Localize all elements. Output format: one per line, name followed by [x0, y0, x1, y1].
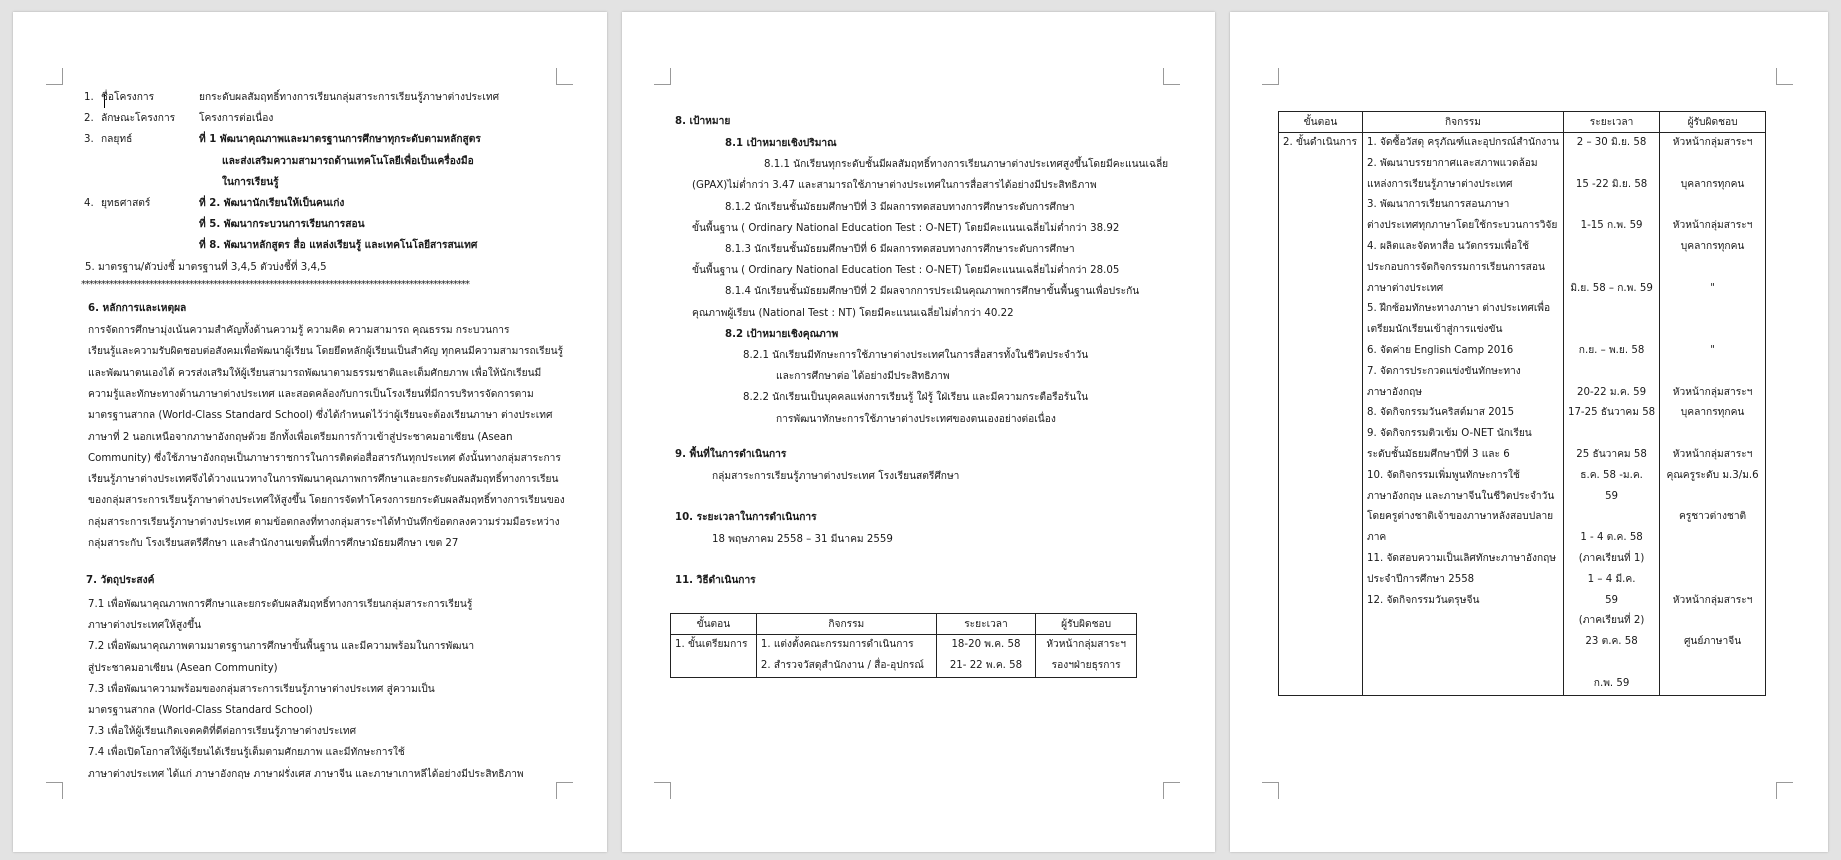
- document-page-3: [1230, 12, 1828, 852]
- paragraph-line: 8.1.3 นักเรียนชั้นมัธยมศึกษาปีที่ 6 มีผลการทดสอบทางการศึกษาระดับการศึกษา: [725, 244, 1075, 255]
- paragraph-line: เรียนรู้ภาษาต่างประเทศจึงได้วางแนวทางในการพัฒนาคุณภาพการศึกษาและยกระดับผลสัมฤทธิ์ทางการเรียน: [88, 474, 559, 486]
- cell-line: ภาษาอังกฤษ และภาษาจีนในชีวิตประจำวัน: [1367, 490, 1555, 502]
- cell-line: 1. จัดซื้อวัสดุ ครุภัณฑ์และอุปกรณ์สำนักงาน: [1367, 137, 1559, 148]
- cell-line: โดยครูต่างชาติเจ้าของภาษาหลังสอบปลาย: [1367, 511, 1554, 523]
- list-item-value: ยกระดับผลสัมฤทธิ์ทางการเรียนกลุ่มสาระการเรียนรู้ภาษาต่างประเทศ: [199, 92, 500, 103]
- paragraph-line: (GPAX)ไม่ต่ำกว่า 3.47 และสามารถใช้ภาษาต่างประเทศในการสื่อสารได้อย่างมีประสิทธิภาพ: [692, 180, 1097, 192]
- table-header-row: [671, 614, 1137, 635]
- cell-line: [1664, 653, 1761, 674]
- responsible-cell: [1660, 133, 1766, 696]
- paragraph-line: เรียนรู้และความรับผิดชอบต่อสังคมเพื่อพัฒนาผู้เรียน โดยยึดหลักผู้เรียนเป็นสำคัญ ทุกคนมีความสามารถเรียนรู้: [88, 346, 564, 358]
- cell-line: [1664, 487, 1761, 508]
- crop-mark: [1163, 68, 1180, 85]
- cell-line: 25 ธันวาคม 58: [1576, 448, 1647, 460]
- cell-line: [1664, 320, 1761, 341]
- header-step: ขั้นตอน: [671, 614, 757, 635]
- crop-mark: [556, 782, 573, 799]
- paragraph-line: ภาษาที่ 2 นอกเหนือจากภาษาอังกฤษด้วย อีกทั้งเพื่อเตรียมการก้าวเข้าสู่ประชาคมอาเซียน (Asean: [88, 431, 513, 443]
- responsible-cell: [1036, 635, 1137, 678]
- cell-line: [1664, 528, 1761, 549]
- cell-line: หัวหน้ากลุ่มสาระฯ: [1672, 220, 1753, 232]
- document-page-2: [622, 12, 1215, 852]
- list-item-label: กลยุทธ์: [101, 134, 133, 146]
- list-item-label: ลักษณะโครงการ: [101, 113, 176, 125]
- cell-line: [1568, 258, 1655, 279]
- list-item-number: 4.: [84, 198, 94, 209]
- cell-line: หัวหน้ากลุ่มสาระฯ: [1672, 594, 1753, 606]
- cell-line: [1664, 258, 1761, 279]
- cell-line: บุคลากรทุกคน: [1680, 178, 1745, 190]
- cell-line: [1664, 570, 1761, 591]
- cell-line: 2. พัฒนาบรรยากาศและสภาพแวดล้อม: [1367, 157, 1538, 169]
- cell-line: [1664, 424, 1761, 445]
- step-cell: 2. ขั้นดำเนินการ: [1279, 133, 1363, 696]
- crop-mark: [1262, 68, 1279, 85]
- cell-line: 15 -22 มิ.ย. 58: [1575, 178, 1648, 190]
- section-8-heading: 8. เป้าหมาย: [675, 116, 731, 127]
- cell-line: 59: [1605, 490, 1619, 502]
- section-10-heading: 10. ระยะเวลาในการดำเนินการ: [675, 512, 817, 523]
- cell-line: แหล่งการเรียนรู้ภาษาต่างประเทศ: [1367, 178, 1513, 190]
- paragraph-line: ภาษาต่างประเทศให้สูงขึ้น: [88, 620, 202, 632]
- cell-line: [1568, 237, 1655, 258]
- crop-mark: [654, 68, 671, 85]
- cell-line: [1664, 549, 1761, 570]
- paragraph-line: และพัฒนาตนเองได้ ควรส่งเสริมให้ผู้เรียนสามารถพัฒนาตามธรรมชาติและเต็มศักยภาพ เพื่อให้นักเรียนมี: [88, 367, 542, 379]
- cell-line: [1367, 674, 1559, 695]
- section-9-heading: 9. พื้นที่ในการดำเนินการ: [675, 449, 787, 460]
- separator-stars: *************************************************************************************************: [81, 279, 469, 290]
- cell-line: 1-15 ก.พ. 59: [1580, 220, 1643, 232]
- cell-line: [1568, 653, 1655, 674]
- cell-line: (ภาคเรียนที่ 2): [1578, 615, 1645, 627]
- activity-cell: [756, 635, 936, 678]
- cell-line: ธ.ค. 58 -ม.ค.: [1580, 469, 1643, 481]
- crop-mark: [1163, 782, 1180, 799]
- step-cell: 1. ขั้นเตรียมการ: [671, 635, 757, 678]
- procedure-table-prep: [670, 613, 1137, 678]
- cell-line: 12. จัดกิจกรรมวันตรุษจีน: [1367, 594, 1480, 606]
- paragraph-line: 7.4 เพื่อเปิดโอกาสให้ผู้เรียนได้เรียนรู้เต็มตามศักยภาพ และมีทักษะการใช้: [88, 747, 405, 759]
- cell-line: หัวหน้ากลุ่มสาระฯ: [1672, 137, 1753, 148]
- cell-line: [1568, 424, 1655, 445]
- paragraph-line: ขั้นพื้นฐาน ( Ordinary National Education Test : O-NET) โดยมีคะแนนเฉลี่ยไม่ต่ำกว่า 38.92: [692, 222, 1120, 234]
- cell-line: 11. จัดสอบความเป็นเลิศทักษะภาษาอังกฤษ: [1367, 552, 1556, 564]
- cell-line: ภาษาอังกฤษ: [1367, 386, 1423, 398]
- crop-mark: [1776, 782, 1793, 799]
- cell-line: 10. จัดกิจกรรมเพิ่มพูนทักษะการใช้: [1367, 469, 1520, 481]
- cell-line: รองฯฝ่ายธุรการ: [1051, 659, 1121, 671]
- section-9-text: กลุ่มสาระการเรียนรู้ภาษาต่างประเทศ โรงเรียนสตรีศึกษา: [712, 471, 960, 482]
- cell-line: [1367, 653, 1559, 674]
- paragraph-line: มาตรฐานสากล (World-Class Standard School) ซึ่งได้กำหนดไว้ว่าผู้เรียนจะต้องเรียนภาษา ต่างประเทศ: [88, 410, 553, 422]
- cell-line: 20-22 ม.ค. 59: [1577, 386, 1647, 398]
- cell-line: [1568, 362, 1655, 383]
- paragraph-line: 7.3 เพื่อพัฒนาความพร้อมของกลุ่มสาระการเรียนรู้ภาษาต่างประเทศ สู่ความเป็น: [88, 683, 435, 695]
- procedure-table-execution: [1278, 111, 1766, 696]
- cell-line: [1664, 611, 1761, 632]
- list-item-value: และส่งเสริมความสามารถด้านเทคโนโลยีเพื่อเป็นเครื่องมือ: [222, 155, 474, 167]
- paragraph-line: 8.2.2 นักเรียนเป็นบุคคลแห่งการเรียนรู้ ใฝ่รู้ ใฝ่เรียน และมีความกระตือรือร้นใน: [743, 392, 1089, 404]
- cell-line: [1568, 320, 1655, 341]
- paragraph-line: การพัฒนาทักษะการใช้ภาษาต่างประเทศของตนเองอย่างต่อเนื่อง: [776, 413, 1056, 425]
- document-page-1: [13, 12, 607, 852]
- paragraph-line: 7.2 เพื่อพัฒนาคุณภาพตามมาตรฐานการศึกษาขั้นพื้นฐาน และมีความพร้อมในการพัฒนา: [88, 641, 475, 653]
- list-item-value: ในการเรียนรู้: [222, 176, 279, 188]
- crop-mark: [1776, 68, 1793, 85]
- list-item-value: ที่ 2. พัฒนานักเรียนให้เป็นคนเก่ง: [199, 198, 345, 209]
- cell-line: [1664, 154, 1761, 175]
- paragraph-line: คุณภาพผู้เรียน (National Test : NT) โดยมีคะแนนเฉลี่ยไม่ต่ำกว่า 40.22: [692, 307, 1014, 319]
- section-7-heading: 7. วัตถุประสงค์: [86, 575, 155, 586]
- paragraph-line: 8.2 เป้าหมายเชิงคุณภาพ: [725, 328, 839, 340]
- paragraph-line: 8.1.4 นักเรียนชั้นมัธยมศึกษาปีที่ 2 มีผลจากการประเมินคุณภาพการศึกษาขั้นพื้นฐานเพื่อประกัน: [725, 286, 1140, 298]
- cell-line: 2 – 30 มิ.ย. 58: [1576, 137, 1647, 148]
- list-item-number: 1.: [84, 92, 94, 103]
- cell-line: 2. สำรวจวัสดุสำนักงาน / สื่อ-อุปกรณ์: [760, 659, 924, 671]
- cell-line: [1568, 195, 1655, 216]
- period-cell: [936, 635, 1036, 678]
- paragraph-line: 8.1.2 นักเรียนชั้นมัธยมศึกษาปีที่ 3 มีผลการทดสอบทางการศึกษาระดับการศึกษา: [725, 201, 1075, 213]
- paragraph-line: มาตรฐานสากล (World-Class Standard School): [88, 705, 313, 716]
- cell-line: ": [1710, 282, 1715, 294]
- header-activity: กิจกรรม: [756, 614, 936, 635]
- cell-line: 4. ผลิตและจัดหาสื่อ นวัตกรรมเพื่อใช้: [1367, 240, 1529, 252]
- cell-line: 1 - 4 ต.ค. 58: [1580, 532, 1643, 544]
- header-activity: กิจกรรม: [1363, 112, 1564, 133]
- paragraph-line: กลุ่มสาระกับ โรงเรียนสตรีศึกษา และสำนักงานเขตพื้นที่การศึกษามัธยมศึกษา เขต 27: [88, 538, 459, 549]
- cell-line: ต่างประเทศทุกภาษาโดยใช้กระบวนการวิจัย: [1367, 220, 1558, 232]
- list-item-value: ที่ 8. พัฒนาหลักสูตร สื่อ แหล่งเรียนรู้ และเทคโนโลยีสารสนเทศ: [199, 240, 478, 252]
- section-6-heading: 6. หลักการและเหตุผล: [88, 303, 187, 314]
- list-item-value: ที่ 5. พัฒนากระบวนการเรียนการสอน: [199, 219, 365, 231]
- cell-line: 3. พัฒนาการเรียนการสอนภาษา: [1367, 199, 1510, 211]
- cell-line: ครูชาวต่างชาติ: [1678, 511, 1747, 523]
- list-item-label: ชื่อโครงการ: [101, 92, 155, 103]
- paragraph-line: ของกลุ่มสาระการเรียนรู้ภาษาต่างประเทศให้สูงขึ้น โดยการจัดทำโครงการยกระดับผลสัมฤทธิ์ทางการเรียนของ: [88, 495, 565, 507]
- paragraph-line: ภาษาต่างประเทศ ได้แก่ ภาษาอังกฤษ ภาษาฝรั่งเศส ภาษาจีน และภาษาเกาหลีได้อย่างมีประสิทธิภาพ: [88, 768, 524, 780]
- paragraph-line: ความรู้และทักษะทางด้านภาษาต่างประเทศ และสอดคล้องกับการเป็นโรงเรียนที่มีการบริหารจัดการตาม: [88, 388, 534, 400]
- cell-line: ประจำปีการศึกษา 2558: [1367, 573, 1475, 585]
- list-item-value: ที่ 1 พัฒนาคุณภาพและมาตรฐานการศึกษาทุกระดับตามหลักสูตร: [199, 134, 481, 146]
- list-item-number: 2.: [84, 113, 94, 125]
- cell-line: [1664, 299, 1761, 320]
- cell-line: 9. จัดกิจกรรมติวเข้ม O-NET นักเรียน: [1367, 428, 1532, 440]
- header-responsible: ผู้รับผิดชอบ: [1036, 614, 1137, 635]
- paragraph-line: ขั้นพื้นฐาน ( Ordinary National Education Test : O-NET) โดยมีคะแนนเฉลี่ยไม่ต่ำกว่า 28.05: [692, 265, 1120, 277]
- list-item-number: 3.: [84, 134, 94, 146]
- cell-line: มิ.ย. 58 – ก.พ. 59: [1570, 282, 1653, 294]
- cell-line: [1664, 362, 1761, 383]
- cell-line: 21- 22 พ.ค. 58: [949, 659, 1023, 671]
- cell-line: [1367, 632, 1559, 653]
- cell-line: 23 ต.ค. 58: [1585, 636, 1638, 648]
- cell-line: คุณครูระดับ ม.3/ม.6: [1666, 469, 1759, 481]
- cell-line: ภาค: [1367, 532, 1387, 544]
- cell-line: 17-25 ธันวาคม 58: [1567, 407, 1656, 419]
- cell-line: ศูนย์ภาษาจีน: [1683, 636, 1742, 648]
- cell-line: ระดับชั้นมัธยมศึกษาปีที่ 3 และ 6: [1367, 448, 1510, 460]
- table-row: [1279, 133, 1766, 696]
- activity-cell: [1363, 133, 1564, 696]
- paragraph-line: 7.1 เพื่อพัฒนาคุณภาพการศึกษาและยกระดับผลสัมฤทธิ์ทางการเรียนกลุ่มสาระการเรียนรู้: [88, 599, 473, 610]
- cell-line: [1664, 674, 1761, 695]
- cell-line: ": [1710, 344, 1715, 356]
- table-header-row: [1279, 112, 1766, 133]
- cell-line: 1. แต่งตั้งคณะกรรมการดำเนินการ: [760, 639, 914, 650]
- cell-line: ก.ย. – พ.ย. 58: [1578, 344, 1645, 356]
- paragraph-line: 7.3 เพื่อให้ผู้เรียนเกิดเจตคติที่ดีต่อการเรียนรู้ภาษาต่างประเทศ: [88, 726, 357, 738]
- crop-mark: [46, 68, 63, 85]
- cell-line: หัวหน้ากลุ่มสาระฯ: [1046, 639, 1126, 650]
- cell-line: 59: [1605, 594, 1619, 606]
- crop-mark: [1262, 782, 1279, 799]
- paragraph-line: กลุ่มสาระการเรียนรู้ภาษาต่างประเทศ ตามข้อตกลงที่ทางกลุ่มสาระฯได้ทำบันทึกข้อตกลงความร่วมมือระหว่าง: [88, 516, 560, 528]
- header-step: ขั้นตอน: [1279, 112, 1363, 133]
- cell-line: [1568, 299, 1655, 320]
- cell-line: [1664, 195, 1761, 216]
- list-item-value: โครงการต่อเนื่อง: [199, 113, 274, 125]
- paragraph-line: การจัดการศึกษามุ่งเน้นความสำคัญทั้งด้านความรู้ ความคิด ความสามารถ คุณธรรม กระบวนการ: [88, 325, 510, 336]
- cell-line: [1568, 154, 1655, 175]
- cell-line: (ภาคเรียนที่ 1): [1578, 552, 1645, 564]
- cell-line: เตรียมนักเรียนเข้าสู่การแข่งขัน: [1367, 324, 1503, 336]
- cell-line: 1 – 4 มี.ค.: [1587, 573, 1636, 585]
- paragraph-line: 8.1 เป้าหมายเชิงปริมาณ: [725, 138, 837, 149]
- header-responsible: ผู้รับผิดชอบ: [1660, 112, 1766, 133]
- cell-line: ก.พ. 59: [1593, 677, 1630, 689]
- paragraph-line: Community) ซึ่งใช้ภาษาอังกฤษเป็นภาษาราชการในการติดต่อสื่อสารกันทุกประเทศ ดังนั้นทางกลุ่มสาระการ: [88, 452, 561, 464]
- cell-line: หัวหน้ากลุ่มสาระฯ: [1672, 386, 1753, 398]
- cell-line: หัวหน้ากลุ่มสาระฯ: [1672, 448, 1753, 460]
- paragraph-line: 8.2.1 นักเรียนมีทักษะการใช้ภาษาต่างประเทศในการสื่อสารทั้งในชีวิตประจำวัน: [743, 350, 1089, 361]
- section-10-text: 18 พฤษภาคม 2558 – 31 มีนาคม 2559: [712, 534, 893, 545]
- cell-line: ประกอบการจัดกิจกรรมการเรียนการสอน: [1367, 261, 1545, 273]
- table-row: [671, 635, 1137, 678]
- list-item-label: ยุทธศาสตร์: [101, 198, 151, 209]
- crop-mark: [46, 782, 63, 799]
- paragraph-line: 8.1.1 นักเรียนทุกระดับชั้นมีผลสัมฤทธิ์ทางการเรียนภาษาต่างประเทศสูงขึ้นโดยมีคะแนนเฉลี่ย: [764, 159, 1169, 171]
- header-period: ระยะเวลา: [936, 614, 1036, 635]
- cell-line: บุคลากรทุกคน: [1680, 240, 1745, 252]
- cell-line: 8. จัดกิจกรรมวันคริสต์มาส 2015: [1367, 407, 1515, 419]
- cell-line: 6. จัดค่าย English Camp 2016: [1367, 344, 1514, 356]
- cell-line: [1568, 507, 1655, 528]
- paragraph-line: และการศึกษาต่อ ได้อย่างมีประสิทธิภาพ: [776, 371, 950, 383]
- cell-line: 5. ฝึกซ้อมทักษะทางภาษา ต่างประเทศเพื่อ: [1367, 303, 1551, 315]
- paragraph-line: สู่ประชาคมอาเซียน (Asean Community): [88, 662, 278, 674]
- section-11-heading: 11. วิธีดำเนินการ: [675, 575, 756, 586]
- period-cell: [1563, 133, 1659, 696]
- cell-line: 18-20 พ.ค. 58: [951, 639, 1021, 650]
- cell-line: บุคลากรทุกคน: [1680, 407, 1745, 419]
- header-period: ระยะเวลา: [1563, 112, 1659, 133]
- standards-line: 5. มาตรฐาน/ตัวบ่งชี้ มาตรฐานที่ 3,4,5 ตัวบ่งชี้ที่ 3,4,5: [85, 262, 327, 273]
- crop-mark: [556, 68, 573, 85]
- cell-line: [1367, 611, 1559, 632]
- cell-line: 7. จัดการประกวดแข่งขันทักษะทาง: [1367, 365, 1521, 377]
- crop-mark: [654, 782, 671, 799]
- cell-line: ภาษาต่างประเทศ: [1367, 282, 1444, 294]
